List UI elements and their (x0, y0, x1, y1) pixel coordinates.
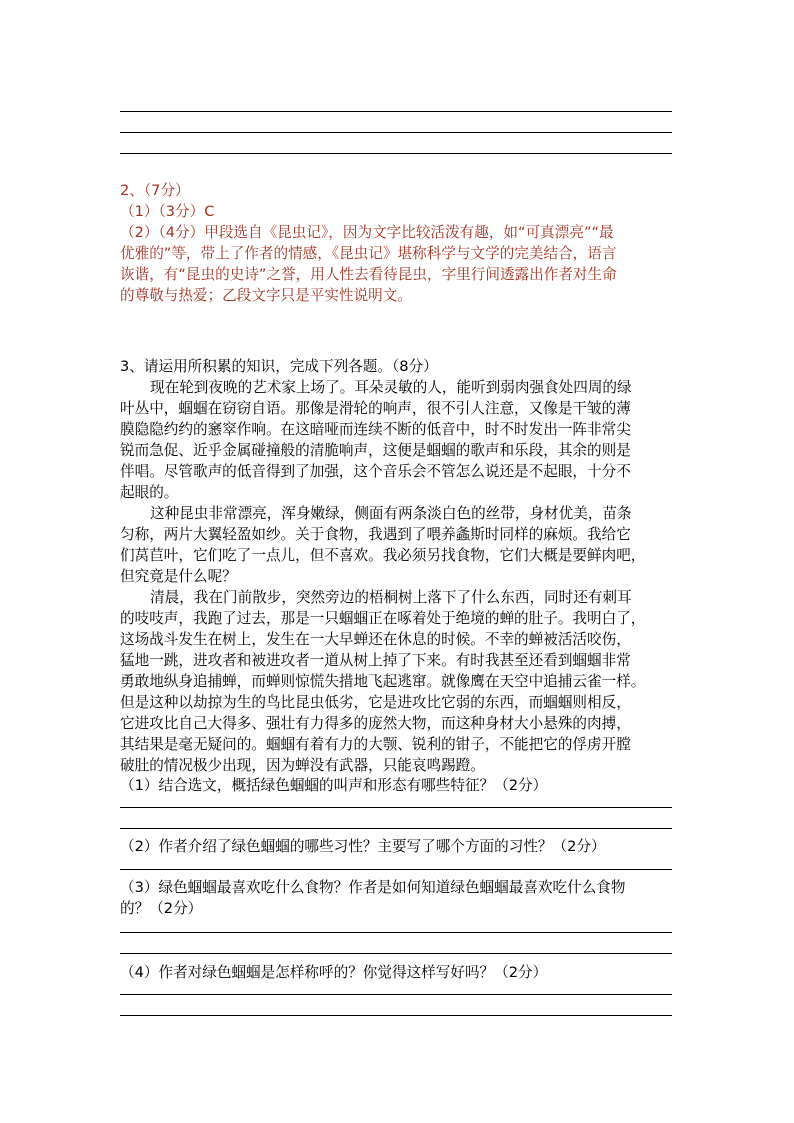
sub-question-3-line: （3）绿色蝈蝈最喜欢吃什么食物？作者是如何知道绿色蝈蝈最喜欢吃什么食物 (120, 879, 626, 896)
sub-question-3-line: 的？（2分） (120, 900, 203, 917)
passage-line: 匀称，两片大翼轻盈如纱。关于食物，我遇到了喂养螽斯时同样的麻烦。我给它 (120, 526, 631, 543)
passage-line: 清晨，我在门前散步，突然旁边的梧桐树上落下了什么东西，同时还有刺耳 (150, 589, 632, 606)
answer2-part2-line: 优雅的”等，带上了作者的情感，《昆虫记》堪称科学与文学的完美结合，语言 (120, 245, 617, 262)
answer-line (120, 994, 672, 995)
passage-line: 膜隐隐约约的窸窣作响。在这暗哑而连续不断的低音中，时不时发出一阵非常尖 (120, 421, 631, 438)
answer-line (120, 132, 672, 133)
passage-line: 现在轮到夜晚的艺术家上场了。耳朵灵敏的人，能听到弱肉强食处四周的绿 (150, 379, 632, 396)
answer2-part1: （1）（3分）C (120, 203, 215, 220)
passage-line: 伴唱。尽管歌声的低音得到了加强，这个音乐会不管怎么说还是不起眼，十分不 (120, 463, 631, 480)
answer-line (120, 953, 672, 954)
passage-line: 起眼的。 (120, 484, 179, 501)
answer2-part2-line: 的尊敬与热爱；乙段文字只是平实性说明文。 (120, 287, 412, 304)
answer2-heading: 2、（7分） (120, 182, 190, 199)
passage-line: 们莴苣叶，它们吃了一点儿，但不喜欢。我必须另找食物，它们大概是要鲜肉吧， (120, 547, 646, 564)
answer-line (120, 807, 672, 808)
answer-line (120, 1015, 672, 1016)
passage-line: 锐而急促、近乎金属碰撞般的清脆响声，这便是蝈蝈的歌声和乐段，其余的则是 (120, 442, 631, 459)
answer-line (120, 153, 672, 154)
sub-question-2: （2）作者介绍了绿色蝈蝈的哪些习性？主要写了哪个方面的习性？（2分） (120, 838, 606, 855)
passage-line: 其结果是毫无疑问的。蝈蝈有着有力的大颚、锐利的钳子，不能把它的俘虏开膛 (120, 736, 631, 753)
passage-line: 猛地一跳，进攻者和被进攻者一道从树上掉了下来。有时我甚至还看到蝈蝈非常 (120, 652, 631, 669)
passage (120, 377, 676, 776)
answer-line (120, 869, 672, 870)
passage-line: 勇敢地纵身追捕蝉，而蝉则惊慌失措地飞起逃窜。就像鹰在天空中追捕云雀一样。 (120, 673, 646, 690)
answer-line (120, 932, 672, 933)
passage-line: 但是这种以劫掠为生的鸟比昆虫低劣，它是进攻比它弱的东西，而蝈蝈则相反， (120, 694, 631, 711)
sub-question-1: （1）结合选文，概括绿色蝈蝈的叫声和形态有哪些特征？（2分） (120, 777, 548, 794)
answer2-part2-line: （2）（4分）甲段选自《昆虫记》，因为文字比较活泼有趣，如“可真漂亮”“最 (120, 224, 614, 241)
sub-question-4: （4）作者对绿色蝈蝈是怎样称呼的？你觉得这样写好吗？（2分） (120, 964, 548, 981)
passage-line: 这种昆虫非常漂亮，浑身嫩绿，侧面有两条淡白色的丝带，身材优美，苗条 (150, 505, 632, 522)
passage-line: 它进攻比自己大得多、强壮有力得多的庞然大物，而这种身材大小悬殊的肉搏， (120, 715, 631, 732)
answer-line (120, 111, 672, 112)
passage-line: 的吱吱声，我跑了过去，那是一只蝈蝈正在啄着处于绝境的蝉的肚子。我明白了， (120, 610, 646, 627)
passage-line: 但究竟是什么呢？ (120, 568, 237, 585)
passage-line: 破肚的情况极少出现，因为蝉没有武器，只能哀鸣踢蹬。 (120, 757, 485, 774)
passage-line: 这场战斗发生在树上，发生在一大早蝉还在休息的时候。不幸的蝉被活活咬伤， (120, 631, 631, 648)
answer2-part2-line: 诙谐，有“昆虫的史诗”之誉，用人性去看待昆虫，字里行间透露出作者对生命 (120, 266, 617, 283)
question3-heading: 3、请运用所积累的知识，完成下列各题。（8分） (120, 358, 438, 375)
answer-line (120, 828, 672, 829)
passage-line: 叶丛中，蝈蝈在窃窃自语。那像是滑轮的响声，很不引人注意，又像是干皱的薄 (120, 400, 631, 417)
